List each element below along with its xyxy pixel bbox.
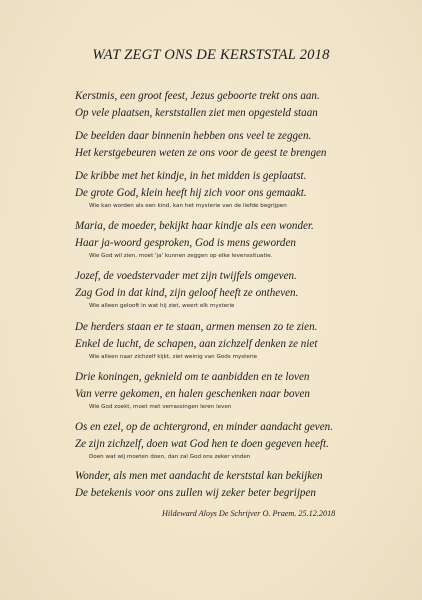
verse-line: Drie koningen, geknield om te aanbidden en te loven [75, 371, 310, 383]
stanza-9 [75, 468, 405, 502]
stanza-6 [75, 319, 405, 361]
stanza-4 [75, 218, 405, 260]
verse-line: Kerstmis, een groot feest, Jezus geboorte trekt ons aan. [75, 90, 320, 102]
stanza-5 [75, 268, 405, 310]
author-signature-line: Hildeward Aloys De Schrijver O. Praem. 25.12.2018 [162, 509, 336, 518]
poem-title: WAT ZEGT ONS DE KERSTSTAL 2018 [92, 47, 330, 63]
verse-line: Zag God in dat kind, zijn geloof heeft ze ontheven. [75, 287, 299, 299]
verse-line: De grote God, klein heeft hij zich voor ons gemaakt. [75, 187, 307, 199]
stanza-7 [75, 369, 405, 411]
stanza-note: Doen wat wij moeten doen, dan zal God ons zeker vinden [89, 454, 251, 460]
verse-line: De kribbe met het kindje, in het midden is geplaatst. [75, 170, 307, 182]
stanza-3 [75, 168, 405, 210]
stanza-2 [75, 128, 405, 162]
stanza-note: Wie alleen gelooft in wat hij ziet, weert elk mysterie [89, 303, 235, 309]
verse-line: De beelden daar binnenin hebben ons veel te zeggen. [75, 130, 312, 142]
stanza-note: Wie kan worden als een kind, kan het mysterie van de liefde begrijpen [89, 203, 287, 209]
stanza-note: Wie God zoekt, moet met verrassingen leren leven [89, 404, 232, 410]
verse-line: Os en ezel, op de achtergrond, en minder aandacht geven. [75, 421, 333, 433]
verse-line: Op vele plaatsen, kerststallen ziet men opgesteld staan [75, 107, 318, 119]
verse-line: Haar ja-woord gesproken, God is mens geworden [75, 237, 296, 249]
verse-line: Enkel de lucht, de schapen, aan zichzelf denken ze niet [75, 338, 318, 350]
stanza-1 [75, 88, 405, 122]
verse-line: De herders staan er te staan, armen mensen zo te zien. [75, 321, 318, 333]
verse-line: Wonder, als men met aandacht de kerststal kan bekijken [75, 470, 323, 482]
verse-line: Jozef, de voedstervader met zijn twijfels omgeven. [75, 270, 297, 282]
verse-line: Maria, de moeder, bekijkt haar kindje als een wonder. [75, 220, 314, 232]
stanza-note: Wie alleen naar zichzelf kijkt, ziet weinig van Gods mysterie [89, 354, 258, 360]
verse-line: Ze zijn zichzelf, doen wat God hen te doen gegeven heeft. [75, 438, 329, 450]
verse-line: De betekenis voor ons zullen wij zeker beter begrijpen [75, 487, 316, 499]
stanza-8 [75, 419, 405, 461]
verse-line: Van verre gekomen, en halen geschenken naar boven [75, 388, 310, 400]
verse-line: Het kerstgebeuren weten ze ons voor de geest te brengen [75, 147, 327, 159]
stanza-note: Wie God wil zien, moet 'ja' kunnen zeggen op elke levenssituatie. [89, 253, 273, 259]
